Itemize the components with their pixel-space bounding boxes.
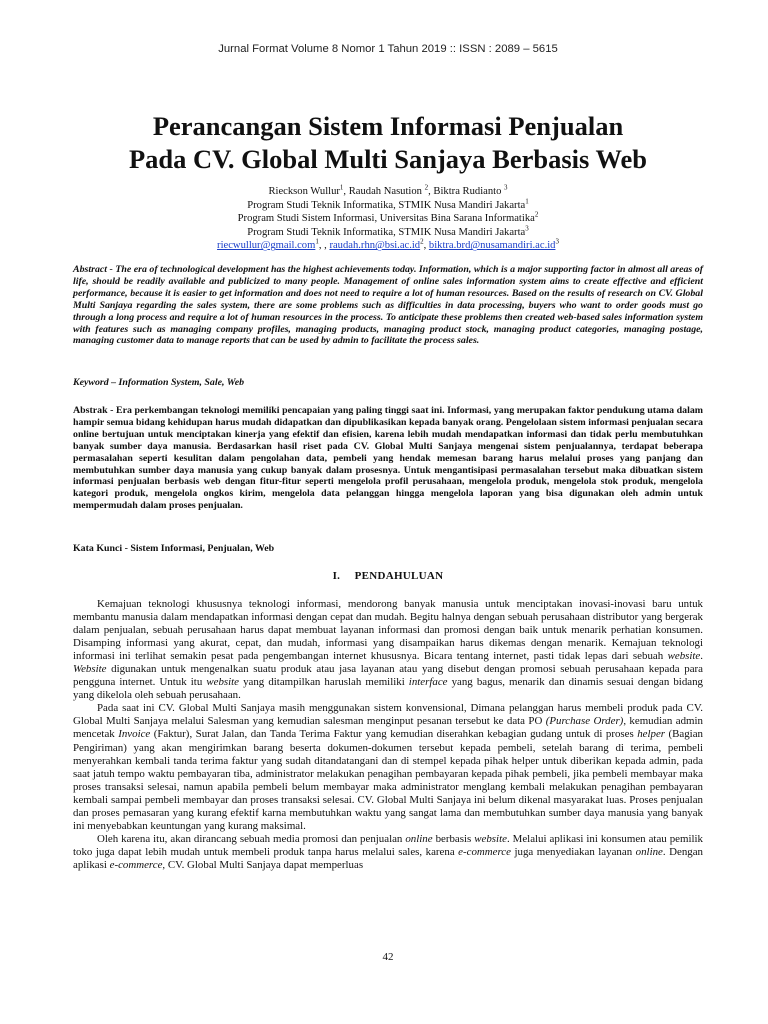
email-link-2[interactable]: raudah.rhn@bsi.ac.id xyxy=(329,240,421,252)
title-line-2: Pada CV. Global Multi Sanjaya Berbasis Web xyxy=(128,144,648,174)
title-line-1: Perancangan Sistem Informasi Penjualan xyxy=(152,111,624,141)
affiliation-1: Program Studi Teknik Informatika, STMIK Nusa Mandiri Jakarta$^1$ xyxy=(247,197,529,211)
body-text xyxy=(73,598,703,872)
keywords-indonesian: Kata Kunci - Sistem Informasi, Penjualan, Web xyxy=(73,543,275,554)
author-block xyxy=(73,185,703,253)
author-names: Rieckson Wullur$^1$, Raudah Nasution $^2$, Biktra Rudianto $^3$ xyxy=(268,183,508,197)
email-link-1[interactable]: riecwullur@gmail.com xyxy=(217,240,316,252)
email-link-3[interactable]: biktra.brd@nusamandiri.ac.id xyxy=(428,240,556,252)
paragraph-1: Kemajuan teknologi khususnya teknologi informasi, mendorong banyak manusia untuk menciptakan inovasi-inovasi baru untuk membantu manusia dalam mendapatkan informasi dengan cepat dan mudah. Begitu halnya dengan sebuah perusahaan distributor yang bergerak dalam penjualan, sebuah perusahaan harus dapat membuat layanan informasi dan promosi dengan baik untuk menarik perhatian konsumen. Disamping informasi yang akurat, cepat, dan mudah, informasi yang disampaikan harus dikemas dengan menarik. Kemajuan teknologi informasi ini terlihat semakin pesat pada pengembangan internet khususnya. Bicara tentang internet, pasti tidak lepas dari sebuah website. Website digunakan untuk mengenalkan suatu produk atau jasa layanan atau yang disebut dengan promosi sebuah perusahaan kepada para pengguna internet. Untuk itu website yang ditampilkan haruslah memiliki interface yang bagus, menarik dan dinamis sesuai dengan bidang yang dikelola oleh sebuah perusahaan. xyxy=(73,598,703,702)
author-emails: riecwullur@gmail.com$^1$, , $raudah.rhn@bsi.ac.id^2$, $biktra.brd@nusamandiri.ac.id^3$ xyxy=(217,237,559,252)
journal-header: Jurnal Format Volume 8 Nomor 1 Tahun 2019 :: ISSN : 2089 – 5615 xyxy=(218,43,558,55)
abstract-indonesian: Abstrak - Era perkembangan teknologi memiliki pencapaian yang paling tinggi saat ini. Informasi, yang merupakan faktor pendukung utama dalam hampir semua bidang kehidupan harus mudah didapatkan dan dipublikasikan kepada banyak orang. Pengelolaan sistem informasi penjualan secara online bertujuan untuk menciptakan kinerja yang efektif dan efisien, karena lebih mudah mendapatkan informasi dan tidak perlu membutuhkan banyak sumber daya manusia. Berdasarkan hasil riset pada CV. Global Multi Sanjaya mengenai sistem penjualannya, terdapat beberapa permasalahan seperti kesulitan dalam pengolahan data, pembeli yang hendak memesan barang harus melalui proses yang panjang dan membutuhkan sumber daya manusia yang cukup banyak dalam prosesnya. Untuk mengantisipasi permasalahan tersebut maka dibuatkan sistem informasi penjualan berbasis web dengan fitur-fitur seperti mengelola profil perusahaan, mengelola produk, mengelola stok produk, mengelola kategori produk, mengelola ongkos kirim, mengelola data pelanggan hingga mengelola laporan yang bisa digunakan oleh admin untuk mempermudah dalam proses penjualan. xyxy=(73,405,703,512)
keywords-english: Keyword – Information System, Sale, Web xyxy=(73,377,245,388)
affiliation-2: Program Studi Sistem Informasi, Universitas Bina Sarana Informatika$^2$ xyxy=(237,210,539,225)
page-number: 42 xyxy=(382,951,394,963)
paragraph-3: Oleh karena itu, akan dirancang sebuah media promosi dan penjualan online berbasis website. Melalui aplikasi ini konsumen atau pemilik toko juga dapat lebih mudah untuk membeli produk tanpa harus melalui sales, karena e-commerce juga menyediakan layanan online. Dengan aplikasi e-commerce, CV. Global Multi Sanjaya dapat memperluas xyxy=(73,832,703,871)
paper-title xyxy=(73,110,703,176)
section-heading-introduction: I. PENDAHULUAN xyxy=(332,570,444,582)
paragraph-2: Pada saat ini CV. Global Multi Sanjaya masih menggunakan sistem konvensional, Dimana pelanggan harus membeli produk pada CV. Global Multi Sanjaya melalui Salesman yang kemudian salesman menginput pesanan tersebut ke data PO (Purchase Order), kemudian admin mencetak Invoice (Faktur), Surat Jalan, dan Tanda Terima Faktur yang kemudian diserahkan kebagian gudang untuk di proses helper (Bagian Pengiriman) yang akan mengirimkan barang beserta dokumen-dokumen tersebut kepada pembeli, setelah barang di terima, pembeli menyerahkan kembali tanda terima faktur yang sudah ditandatangani dan di stempel kepada pihak helper untuk diberikan kepada admin, pada saat jatuh tempo waktu pembayaran tiba, administrator melakukan penagihan pembayaran kepada pihak pembeli, jika pembeli membayar maka proses transaksi selesai, namun apabila pembeli belum membayar maka administrator menglang kembali melakukan penagihan pembayaran kembali sampai pembeli membayar dan proses transaksi selesai. CV. Global Multi Sanjaya ini belum dikenal masyarakat luas. Proses penjualan dan proses pemasaran yang kurang efektif karna membutuhkan waktu yang sangat lama dan membutuhkan sumber daya manusia yang banyak ini menyebabkan keuntungan yang kurang maksimal. xyxy=(73,702,703,832)
abstract-english: Abstract - The era of technological development has the highest achievements today. Information, which is a major supporting factor in almost all areas of life, should be readily available and publicized to many people. Management of online sales information system aims to create effective and efficient performance, because it is easier to get information and does not need to require a lot of human resources. Based on the results of research on CV. Global Multi Sanjaya regarding the sales system, there are some problems such as difficulties in data processing, buyers who want to order goods must go through a long process and require a lot of human resources in the process. To anticipate these problems then created web-based sales information system with features such as managing company profiles, managing products, managing product stock, managing product categories, managing postage, managing customer data to manage reports that can be used by admin to facilitate the process sales. xyxy=(73,264,703,347)
affiliation-3: Program Studi Teknik Informatika, STMIK Nusa Mandiri Jakarta$^3$ xyxy=(247,224,529,238)
